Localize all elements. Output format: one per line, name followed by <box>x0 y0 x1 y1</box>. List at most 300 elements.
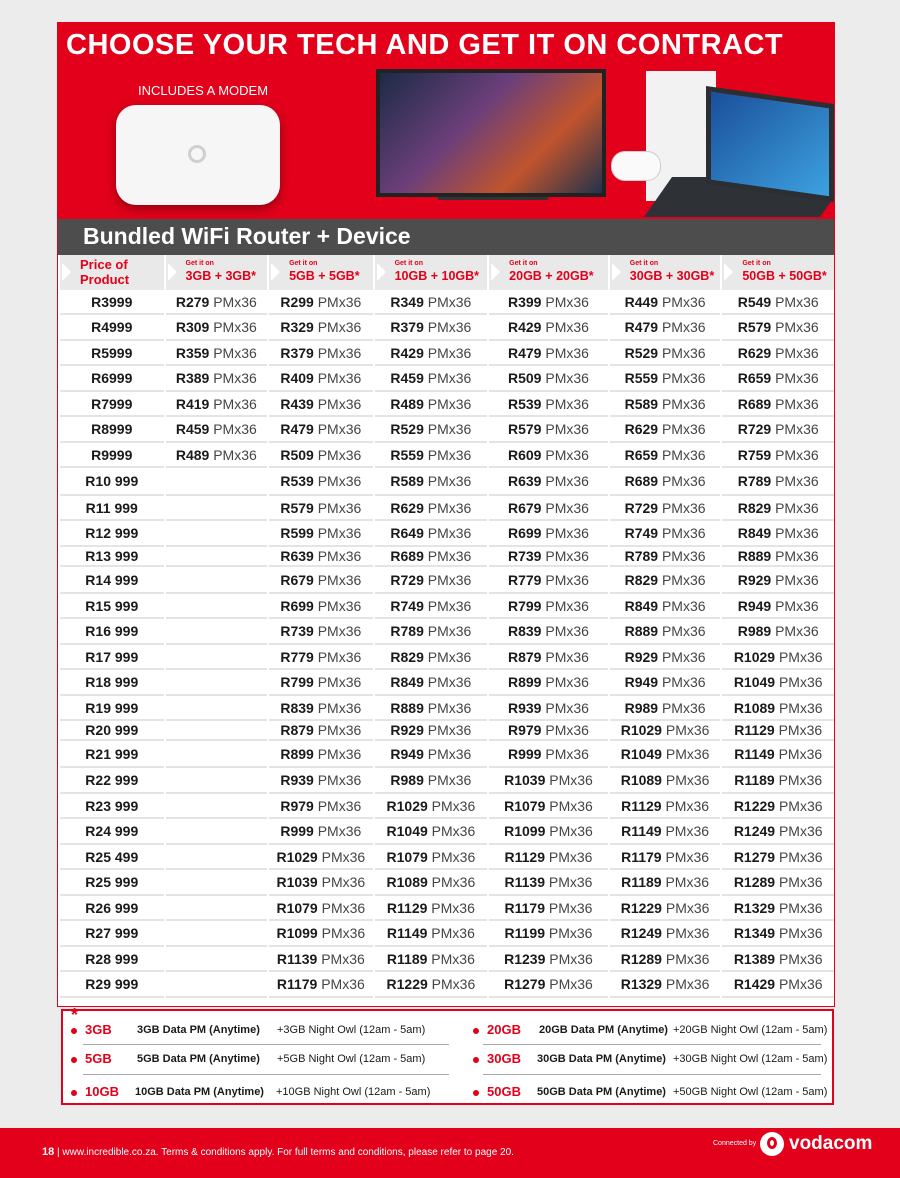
legend-item <box>71 1048 441 1072</box>
installment-unit: PMx36 <box>427 722 472 738</box>
installment-unit: PMx36 <box>427 319 472 335</box>
installment-cell <box>166 896 268 921</box>
installment-cell <box>269 392 373 417</box>
installment-unit: PMx36 <box>427 772 472 788</box>
installment-unit: PMx36 <box>213 421 257 437</box>
installment-unit: PMx36 <box>661 395 706 412</box>
installment-amount: R759 <box>737 446 772 463</box>
installment-amount: R729 <box>737 421 772 437</box>
installment-cell <box>610 619 721 645</box>
divider <box>483 1074 821 1075</box>
installment-cell <box>269 417 373 443</box>
legend-day: 10GB Data PM (Anytime) <box>135 1086 264 1098</box>
installment-unit: PMx36 <box>665 848 710 865</box>
tv-image <box>376 69 606 197</box>
legend-day: 20GB Data PM (Anytime) <box>539 1024 668 1036</box>
installment-amount: R1329 <box>620 976 662 992</box>
installment-unit: PMx36 <box>775 571 819 588</box>
table-row <box>60 417 834 443</box>
installment-amount: R1099 <box>276 925 318 941</box>
installment-unit: PMx36 <box>548 848 593 865</box>
installment-cell <box>166 721 268 741</box>
installment-unit: PMx36 <box>775 473 819 489</box>
installment-amount: R549 <box>737 293 772 310</box>
arrow-icon <box>62 263 71 281</box>
installment-unit: PMx36 <box>545 548 589 564</box>
installment-amount: R509 <box>508 370 542 386</box>
installment-unit: PMx36 <box>545 674 589 690</box>
installment-amount: R489 <box>175 446 210 463</box>
price-cell: R12 999 <box>60 521 164 547</box>
installment-cell <box>269 670 373 696</box>
arrow-icon <box>377 263 386 281</box>
table-row <box>60 819 834 845</box>
installment-cell <box>722 721 834 741</box>
legend-item <box>71 1019 441 1043</box>
installment-cell <box>375 290 488 315</box>
installment-amount: R929 <box>390 722 424 738</box>
installment-unit: PMx36 <box>317 395 362 412</box>
installment-unit: PMx36 <box>321 950 365 967</box>
installment-unit: PMx36 <box>778 925 823 941</box>
installment-unit: PMx36 <box>427 674 472 690</box>
installment-unit: PMx36 <box>431 925 475 941</box>
installment-cell <box>166 547 268 567</box>
installment-amount: R1149 <box>734 745 775 762</box>
installment-cell <box>722 794 834 819</box>
installment-cell <box>269 341 373 366</box>
bundle-header <box>375 255 488 290</box>
installment-cell <box>722 870 834 896</box>
installment-cell <box>489 645 608 670</box>
installment-cell <box>489 594 608 619</box>
installment-unit: PMx36 <box>545 648 589 665</box>
legend-day: 3GB Data PM (Anytime) <box>137 1024 260 1036</box>
installment-amount: R1129 <box>504 848 545 865</box>
installment-amount: R1289 <box>620 950 662 967</box>
installment-amount: R479 <box>280 421 314 437</box>
installment-unit: PMx36 <box>317 745 362 762</box>
installment-cell <box>489 972 608 998</box>
installment-unit: PMx36 <box>661 674 706 690</box>
installment-unit: PMx36 <box>427 699 472 716</box>
installment-cell <box>166 594 268 619</box>
installment-unit: PMx36 <box>545 319 589 335</box>
installment-amount: R399 <box>508 293 542 310</box>
installment-cell <box>269 443 373 468</box>
table-row <box>60 341 834 366</box>
installment-cell <box>166 947 268 972</box>
bullet-icon <box>71 1057 77 1063</box>
installment-cell <box>722 290 834 315</box>
installment-amount: R1049 <box>386 823 428 839</box>
installment-unit: PMx36 <box>548 874 593 890</box>
installment-unit: PMx36 <box>661 571 706 588</box>
price-cell: R24 999 <box>60 819 164 845</box>
installment-amount: R929 <box>624 648 659 665</box>
installment-cell <box>269 645 373 670</box>
installment-cell <box>166 972 268 998</box>
table-row <box>60 721 834 741</box>
installment-amount: R1249 <box>620 925 662 941</box>
installment-unit: PMx36 <box>427 473 472 489</box>
installment-cell <box>610 392 721 417</box>
table-row <box>60 845 834 870</box>
table-body <box>60 290 834 998</box>
installment-cell <box>610 696 721 721</box>
installment-cell <box>166 366 268 392</box>
divider <box>83 1044 449 1045</box>
installment-amount: R1039 <box>504 772 546 788</box>
installment-amount: R829 <box>390 648 424 665</box>
installment-unit: PMx36 <box>427 623 472 639</box>
installment-unit: PMx36 <box>427 421 472 437</box>
installment-unit: PMx36 <box>665 722 710 738</box>
installment-amount: R1149 <box>386 925 428 941</box>
installment-cell <box>269 521 373 547</box>
arrow-icon <box>168 263 177 281</box>
installment-cell <box>722 594 834 619</box>
installment-amount: R739 <box>280 623 314 639</box>
installment-amount: R449 <box>624 293 659 310</box>
price-cell: R13 999 <box>60 547 164 567</box>
installment-amount: R989 <box>737 623 772 639</box>
installment-amount: R789 <box>737 473 772 489</box>
table-row <box>60 768 834 794</box>
installment-amount: R789 <box>624 548 659 564</box>
installment-cell <box>489 315 608 341</box>
installment-unit: PMx36 <box>321 899 366 916</box>
installment-cell <box>269 972 373 998</box>
bundle-header <box>610 255 721 290</box>
price-cell: R20 999 <box>60 721 164 741</box>
bundle-label: 30GB + 30GB* <box>629 269 715 283</box>
arrow-icon <box>271 263 280 281</box>
installment-cell <box>489 721 608 741</box>
installment-cell <box>375 819 488 845</box>
installment-cell <box>610 768 721 794</box>
installment-unit: PMx36 <box>317 722 362 738</box>
legend-item <box>473 1081 828 1105</box>
installment-cell <box>722 417 834 443</box>
installment-cell <box>722 521 834 547</box>
installment-amount: R1129 <box>386 899 428 916</box>
installment-amount: R419 <box>175 395 210 412</box>
table-row <box>60 315 834 341</box>
installment-amount: R1189 <box>621 874 662 890</box>
installment-amount: R1129 <box>734 722 775 738</box>
bundle-legend <box>61 1005 834 1105</box>
installment-cell <box>166 392 268 417</box>
installment-cell <box>375 392 488 417</box>
installment-cell <box>722 845 834 870</box>
installment-cell <box>375 341 488 366</box>
get-it-on-label: Get it on <box>289 260 318 267</box>
installment-amount: R1179 <box>276 976 318 992</box>
installment-unit: PMx36 <box>661 699 706 716</box>
bundle-header <box>489 255 608 290</box>
installment-cell <box>610 896 721 921</box>
installment-unit: PMx36 <box>665 745 710 762</box>
installment-unit: PMx36 <box>778 950 823 967</box>
installment-amount: R539 <box>280 473 314 489</box>
installment-amount: R1179 <box>621 848 662 865</box>
installment-unit: PMx36 <box>778 899 823 916</box>
installment-unit: PMx36 <box>317 421 362 437</box>
installment-unit: PMx36 <box>661 370 706 386</box>
installment-amount: R889 <box>737 548 772 564</box>
installment-unit: PMx36 <box>775 421 819 437</box>
installment-cell <box>166 741 268 768</box>
installment-amount: R1139 <box>276 950 318 967</box>
installment-unit: PMx36 <box>431 848 476 865</box>
installment-amount: R949 <box>624 674 659 690</box>
installment-amount: R999 <box>280 823 314 839</box>
installment-cell <box>269 947 373 972</box>
installment-unit: PMx36 <box>665 874 710 890</box>
installment-cell <box>489 845 608 870</box>
installment-amount: R1029 <box>733 648 776 665</box>
legend-night: +3GB Night Owl (12am - 5am) <box>277 1024 426 1036</box>
price-cell: R29 999 <box>60 972 164 998</box>
table-row <box>60 443 834 468</box>
installment-cell <box>610 819 721 845</box>
installment-unit: PMx36 <box>778 648 823 665</box>
installment-cell <box>166 315 268 341</box>
table-row <box>60 741 834 768</box>
installment-cell <box>166 819 268 845</box>
installment-unit: PMx36 <box>545 421 589 437</box>
installment-unit: PMx36 <box>427 446 472 463</box>
installment-unit: PMx36 <box>549 823 593 839</box>
installment-amount: R679 <box>280 571 314 588</box>
installment-amount: R729 <box>390 571 424 588</box>
installment-cell <box>375 741 488 768</box>
installment-amount: R639 <box>508 473 542 489</box>
installment-unit: PMx36 <box>778 674 823 690</box>
installment-cell <box>610 972 721 998</box>
installment-amount: R1199 <box>504 925 545 941</box>
installment-cell <box>269 496 373 521</box>
price-cell: R8999 <box>60 417 164 443</box>
installment-amount: R889 <box>624 623 659 639</box>
installment-unit: PMx36 <box>661 499 706 516</box>
legend-item <box>71 1081 441 1105</box>
installment-cell <box>166 696 268 721</box>
installment-cell <box>610 721 721 741</box>
installment-unit: PMx36 <box>427 571 472 588</box>
installment-amount: R729 <box>624 499 659 516</box>
legend-day: 50GB Data PM (Anytime) <box>537 1086 666 1098</box>
installment-cell <box>166 567 268 594</box>
installment-cell <box>610 366 721 392</box>
installment-unit: PMx36 <box>661 648 706 665</box>
installment-amount: R1079 <box>276 899 318 916</box>
installment-unit: PMx36 <box>661 597 706 614</box>
installment-unit: PMx36 <box>317 623 362 639</box>
installment-amount: R1229 <box>620 899 662 916</box>
vodacom-logo-icon <box>188 145 206 163</box>
price-cell: R14 999 <box>60 567 164 594</box>
table-row <box>60 619 834 645</box>
installment-amount: R899 <box>280 745 314 762</box>
installment-unit: PMx36 <box>431 899 475 916</box>
installment-amount: R579 <box>508 421 542 437</box>
installment-cell <box>722 366 834 392</box>
divider <box>83 1074 449 1075</box>
installment-unit: PMx36 <box>661 293 706 310</box>
installment-amount: R989 <box>390 772 424 788</box>
installment-cell <box>489 341 608 366</box>
installment-cell <box>610 521 721 547</box>
installment-amount: R789 <box>390 623 424 639</box>
section-bar <box>58 219 834 255</box>
installment-amount: R1079 <box>386 848 428 865</box>
installment-cell <box>166 417 268 443</box>
installment-cell <box>610 468 721 496</box>
installment-amount: R479 <box>624 319 659 335</box>
installment-cell <box>489 366 608 392</box>
pricing-table <box>58 255 836 998</box>
installment-cell <box>610 496 721 521</box>
installment-cell <box>375 366 488 392</box>
installment-amount: R939 <box>508 699 542 716</box>
installment-cell <box>610 417 721 443</box>
installment-amount: R609 <box>508 446 542 463</box>
installment-unit: PMx36 <box>545 370 589 386</box>
bullet-icon <box>71 1028 77 1034</box>
installment-amount: R629 <box>737 344 772 361</box>
arrow-icon <box>491 263 500 281</box>
installment-unit: PMx36 <box>778 797 823 814</box>
installment-cell <box>722 972 834 998</box>
price-cell: R19 999 <box>60 696 164 721</box>
installment-amount: R659 <box>624 446 659 463</box>
installment-unit: PMx36 <box>775 499 819 516</box>
installment-amount: R589 <box>624 395 659 412</box>
installment-unit: PMx36 <box>545 499 589 516</box>
installment-cell <box>722 819 834 845</box>
installment-unit: PMx36 <box>545 571 589 588</box>
installment-amount: R1279 <box>504 976 546 992</box>
installment-cell <box>489 870 608 896</box>
installment-amount: R539 <box>508 395 542 412</box>
bullet-icon <box>71 1090 77 1096</box>
installment-unit: PMx36 <box>549 950 593 967</box>
installment-cell <box>489 794 608 819</box>
installment-amount: R889 <box>390 699 424 716</box>
installment-amount: R1089 <box>620 772 662 788</box>
installment-amount: R749 <box>624 525 659 541</box>
installment-cell <box>610 645 721 670</box>
installment-unit: PMx36 <box>427 745 472 762</box>
tv-stand <box>438 197 548 208</box>
installment-cell <box>375 417 488 443</box>
installment-amount: R329 <box>280 319 314 335</box>
installment-amount: R1049 <box>620 745 662 762</box>
installment-amount: R459 <box>175 421 210 437</box>
price-cell: R6999 <box>60 366 164 392</box>
installment-unit: PMx36 <box>321 874 366 890</box>
installment-cell <box>489 567 608 594</box>
installment-unit: PMx36 <box>317 446 362 463</box>
installment-amount: R1139 <box>504 874 545 890</box>
price-cell: R4999 <box>60 315 164 341</box>
installment-cell <box>722 741 834 768</box>
installment-amount: R649 <box>390 525 424 541</box>
installment-unit: PMx36 <box>549 772 593 788</box>
installment-cell <box>375 645 488 670</box>
installment-cell <box>375 496 488 521</box>
installment-unit: PMx36 <box>775 293 819 310</box>
table-row <box>60 496 834 521</box>
legend-asterisk: * <box>71 1005 79 1025</box>
legend-key: 3GB <box>85 1022 112 1037</box>
price-header-label: Price of Product <box>80 257 130 287</box>
price-cell: R17 999 <box>60 645 164 670</box>
installment-cell <box>489 741 608 768</box>
installment-cell <box>722 619 834 645</box>
installment-unit: PMx36 <box>775 597 819 614</box>
installment-cell <box>269 619 373 645</box>
installment-cell <box>375 443 488 468</box>
price-cell: R21 999 <box>60 741 164 768</box>
installment-cell <box>166 845 268 870</box>
installment-cell <box>269 290 373 315</box>
installment-cell <box>722 547 834 567</box>
installment-cell <box>166 496 268 521</box>
installment-unit: PMx36 <box>778 722 823 738</box>
installment-amount: R879 <box>508 648 542 665</box>
installment-cell <box>489 670 608 696</box>
installment-unit: PMx36 <box>549 976 593 992</box>
installment-amount: R949 <box>737 597 772 614</box>
installment-cell <box>610 845 721 870</box>
installment-unit: PMx36 <box>661 344 706 361</box>
installment-cell <box>166 468 268 496</box>
installment-unit: PMx36 <box>778 874 823 890</box>
installment-cell <box>489 496 608 521</box>
installment-amount: R1389 <box>733 950 776 967</box>
installment-cell <box>610 547 721 567</box>
table-row <box>60 896 834 921</box>
installment-cell <box>489 392 608 417</box>
installment-cell <box>166 521 268 547</box>
installment-amount: R779 <box>508 571 542 588</box>
bundle-header <box>166 255 268 290</box>
installment-cell <box>375 696 488 721</box>
installment-amount: R749 <box>390 597 424 614</box>
installment-cell <box>375 594 488 619</box>
installment-unit: PMx36 <box>427 525 472 541</box>
installment-cell <box>722 921 834 947</box>
installment-cell <box>489 521 608 547</box>
installment-amount: R599 <box>280 525 314 541</box>
legend-night: +20GB Night Owl (12am - 5am) <box>673 1024 828 1036</box>
installment-cell <box>375 547 488 567</box>
installment-cell <box>489 947 608 972</box>
installment-amount: R779 <box>280 648 314 665</box>
installment-unit: PMx36 <box>427 293 472 310</box>
promo-panel <box>57 22 835 1007</box>
installment-unit: PMx36 <box>661 548 706 564</box>
installment-amount: R1249 <box>733 823 776 839</box>
legend-key: 30GB <box>487 1051 521 1066</box>
installment-amount: R1049 <box>733 674 776 690</box>
price-cell: R22 999 <box>60 768 164 794</box>
installment-unit: PMx36 <box>213 293 257 310</box>
installment-amount: R1129 <box>621 797 662 814</box>
